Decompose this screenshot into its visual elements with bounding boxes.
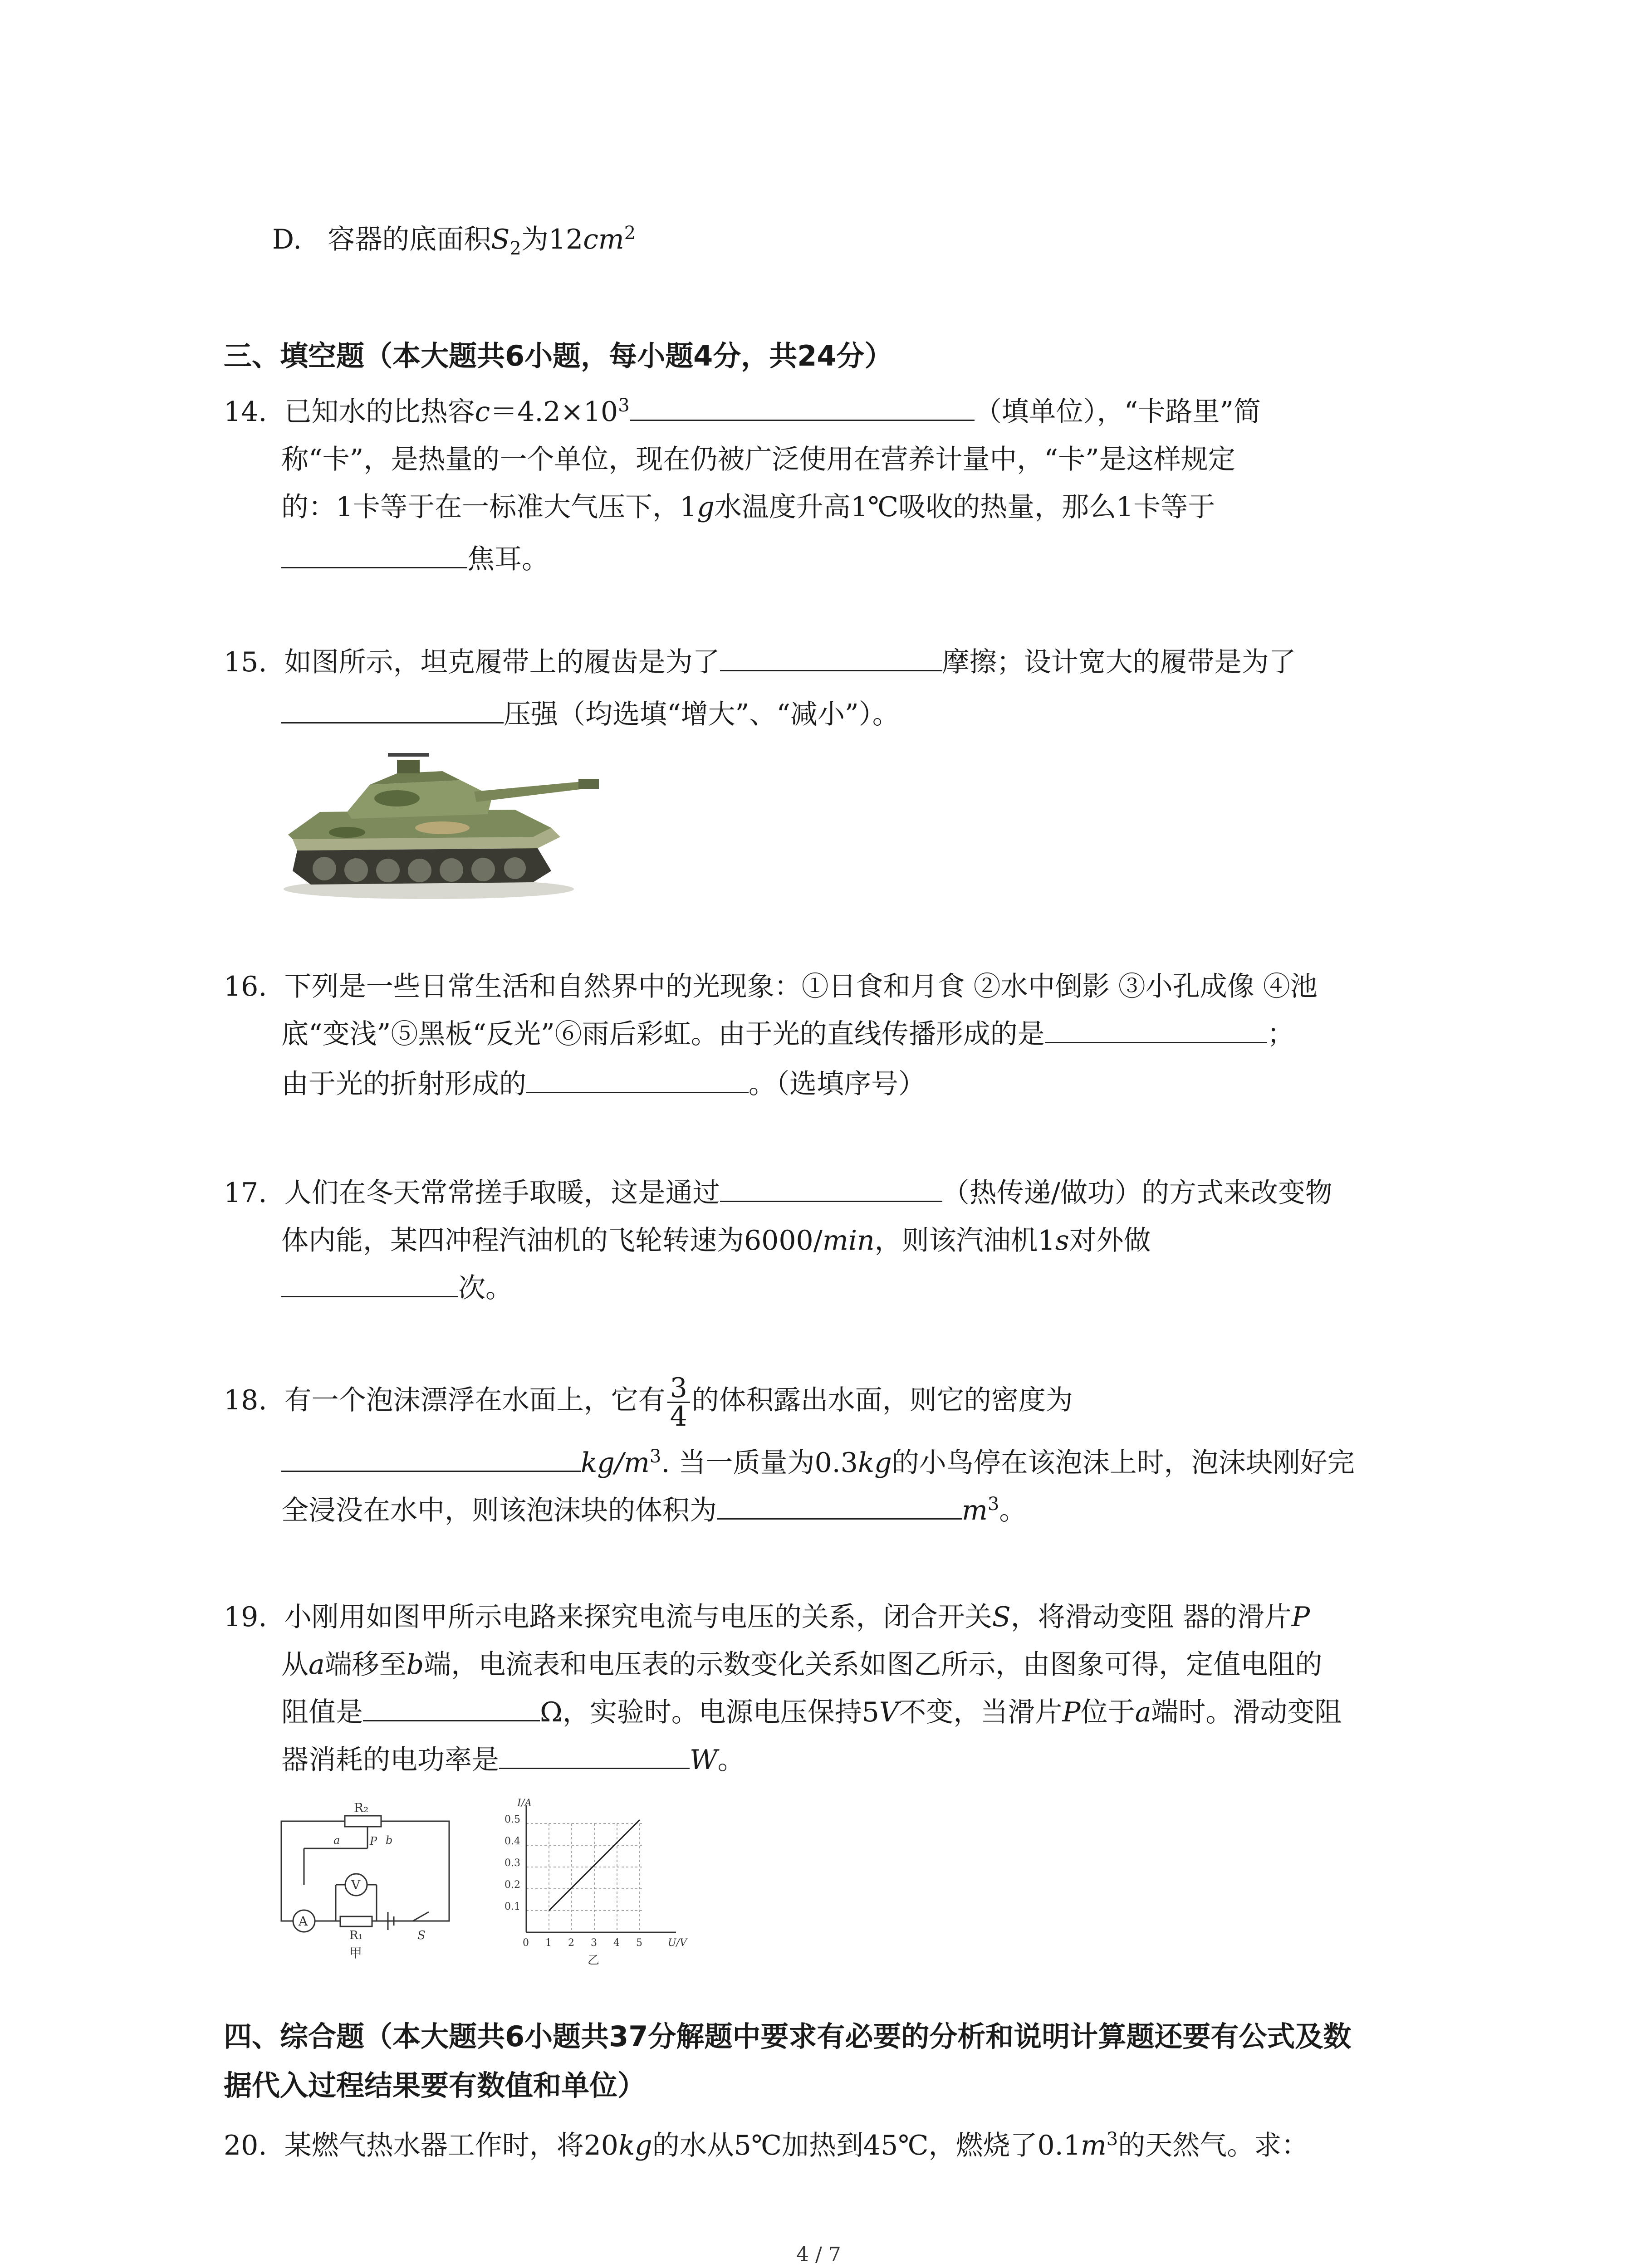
resistor-r1 xyxy=(340,1916,372,1926)
option-label: D. xyxy=(272,224,302,255)
page-number: 4 / 7 xyxy=(796,2243,841,2266)
rheostat-r2 xyxy=(345,1816,381,1827)
question-line xyxy=(281,1012,1294,1057)
fraction-three-quarters xyxy=(667,1374,690,1430)
superscript: 2 xyxy=(624,223,636,244)
terminal-a-label: a xyxy=(333,1834,340,1847)
answer-blank[interactable] xyxy=(720,643,942,671)
text: ，则该汽油机1 xyxy=(874,1225,1055,1256)
unit: s xyxy=(1055,1225,1069,1256)
switch-s-label: S xyxy=(417,1929,426,1942)
text: . 当一质量为0.3 xyxy=(661,1447,858,1479)
caption-jia: 甲 xyxy=(349,1945,362,1960)
text: 如图所示，坦克履带上的履齿是为了 xyxy=(284,646,720,678)
question-line xyxy=(281,1737,745,1783)
text: 端时。滑动变阻 xyxy=(1151,1696,1342,1728)
question-number: 17. xyxy=(224,1177,267,1209)
fraction-numerator: 3 xyxy=(667,1374,690,1403)
question-line xyxy=(281,1440,1355,1486)
text: 由于光的折射形成的 xyxy=(281,1068,526,1100)
symbol: S xyxy=(992,1601,1011,1633)
section-title-fill-in: 三、填空题（本大题共6小题，每小题4分，共24分） xyxy=(224,339,893,372)
superscript: 3 xyxy=(987,1494,999,1515)
text: 器消耗的电功率是 xyxy=(281,1744,499,1776)
answer-blank[interactable] xyxy=(630,392,975,421)
question-number: 19. xyxy=(224,1601,267,1633)
text: 压强（均选填“增大”、“减小”）。 xyxy=(504,699,900,730)
text: 水温度升高1℃吸收的热量，那么1卡等于 xyxy=(714,491,1215,523)
text: 底“变浅”⑤黑板“反光”⑥雨后彩虹。由于光的直线传播形成的是 xyxy=(281,1018,1045,1050)
unit: kg xyxy=(857,1447,892,1479)
text: 的天然气。求： xyxy=(1118,2130,1309,2161)
question-line xyxy=(281,1061,926,1107)
option-d xyxy=(272,217,636,262)
iu-graph xyxy=(499,1796,690,1969)
text: （热传递/做功）的方式来改变物 xyxy=(942,1177,1332,1209)
r2-label: R₂ xyxy=(354,1803,369,1815)
answer-blank[interactable] xyxy=(281,540,467,568)
text: 焦耳。 xyxy=(467,543,549,575)
question-line xyxy=(281,1642,1322,1687)
answer-blank[interactable] xyxy=(717,1491,962,1520)
symbol: c xyxy=(475,396,490,428)
text: 阻值是 xyxy=(281,1696,363,1728)
text: 不变，当滑片 xyxy=(899,1696,1063,1728)
y-tick-label: 0.2 xyxy=(505,1879,520,1891)
text: ＝4.2×10 xyxy=(490,396,618,428)
unit: g xyxy=(697,491,715,523)
question-line xyxy=(281,1266,513,1311)
text: 端，电流表和电压表的示数变化关系如图乙所示，由图象可得，定值电阻的 xyxy=(424,1649,1323,1681)
superscript: 3 xyxy=(649,1446,661,1467)
text: 全浸没在水中，则该泡沫块的体积为 xyxy=(281,1495,717,1526)
unit: W xyxy=(690,1744,718,1776)
symbol: P xyxy=(1291,1601,1310,1633)
symbol: S xyxy=(491,224,510,255)
y-tick-label: 0.5 xyxy=(505,1814,520,1825)
superscript: 3 xyxy=(1106,2129,1118,2150)
answer-blank[interactable] xyxy=(499,1740,690,1769)
x-tick-label: 1 xyxy=(545,1937,552,1949)
text: 对外做 xyxy=(1069,1225,1151,1256)
graph-grid xyxy=(526,1823,644,1932)
circuit-diagram xyxy=(277,1803,458,1962)
question-line xyxy=(281,537,549,582)
answer-blank[interactable] xyxy=(1045,1015,1267,1043)
question-line xyxy=(224,1374,1073,1430)
question-line xyxy=(281,1218,1151,1263)
slider-p-label: P xyxy=(370,1835,377,1848)
text: 的体积露出水面，则它的密度为 xyxy=(691,1384,1073,1417)
question-line xyxy=(224,964,1318,1009)
unit: m xyxy=(1080,2130,1107,2161)
text: 小刚用如图甲所示电路来探究电流与电压的关系，闭合开关 xyxy=(284,1601,992,1633)
text: Ω，实验时。电源电压保持5 xyxy=(540,1696,879,1728)
answer-blank[interactable] xyxy=(281,1269,458,1297)
symbol: b xyxy=(406,1649,424,1681)
question-number: 14. xyxy=(224,396,267,428)
text: 位于 xyxy=(1080,1696,1135,1728)
question-number: 18. xyxy=(224,1384,267,1417)
x-tick-label: 4 xyxy=(613,1937,620,1949)
symbol: P xyxy=(1062,1696,1081,1728)
text: 。（选填序号） xyxy=(749,1068,926,1100)
text: 次。 xyxy=(458,1272,513,1304)
question-line xyxy=(224,389,1261,435)
unit: min xyxy=(822,1225,875,1256)
text: 。 xyxy=(999,1495,1027,1526)
x-axis-label: U/V xyxy=(668,1937,687,1949)
answer-blank[interactable] xyxy=(281,695,504,723)
text: ； xyxy=(1267,1018,1294,1050)
r1-label: R₁ xyxy=(349,1929,363,1942)
question-line: 称“卡”，是热量的一个单位，现在仍被广泛使用在营养计量中，“卡”是这样规定 xyxy=(281,444,1235,475)
voltmeter-label: V xyxy=(351,1877,361,1892)
section-title-comprehensive-cont: 据代入过程结果要有数值和单位） xyxy=(224,2069,646,2102)
symbol: a xyxy=(309,1649,325,1681)
switch-s xyxy=(413,1912,429,1921)
question-line xyxy=(281,1488,1026,1533)
text: 某燃气热水器工作时，将20 xyxy=(284,2130,618,2161)
question-line xyxy=(281,1690,1342,1735)
unit: kg/m xyxy=(581,1447,650,1479)
question-number: 15. xyxy=(224,646,267,678)
question-number: 16. xyxy=(224,971,267,1002)
y-tick-label: 0.3 xyxy=(505,1857,520,1869)
x-tick-label: 2 xyxy=(568,1937,574,1949)
unit: V xyxy=(879,1696,899,1728)
text: 下列是一些日常生活和自然界中的光现象：①日食和月食 ②水中倒影 ③小孔成像 ④池 xyxy=(284,971,1318,1002)
question-line xyxy=(281,692,900,737)
answer-blank[interactable] xyxy=(720,1173,942,1202)
section-title-comprehensive: 四、综合题（本大题共6小题共37分解题中要求有必要的分析和说明计算题还要有公式及数 xyxy=(224,2020,1352,2053)
text: 的：1卡等于在一标准大气压下，1 xyxy=(281,491,697,523)
unit: cm xyxy=(583,224,624,255)
text: ，将滑动变阻 器的滑片 xyxy=(1010,1601,1292,1633)
caption-yi: 乙 xyxy=(588,1954,600,1967)
question-line xyxy=(224,1594,1310,1640)
text: 从 xyxy=(281,1649,309,1681)
question-line xyxy=(281,484,1215,530)
text: 的水从5℃加热到45℃，燃烧了0.1 xyxy=(652,2130,1081,2161)
text: 端移至 xyxy=(324,1649,407,1681)
subscript: 2 xyxy=(509,238,521,259)
x-tick-label: 3 xyxy=(591,1937,597,1949)
question-number: 20. xyxy=(224,2130,267,2161)
text: 人们在冬天常常搓手取暖，这是通过 xyxy=(284,1177,720,1209)
x-tick-label: 0 xyxy=(523,1937,529,1949)
option-text: 为12 xyxy=(521,224,583,255)
text: （填单位），“卡路里”简 xyxy=(974,396,1261,428)
y-tick-label: 0.4 xyxy=(505,1836,520,1847)
unit: m xyxy=(962,1495,988,1526)
answer-blank[interactable] xyxy=(363,1693,540,1721)
text: 。 xyxy=(717,1744,745,1776)
question-20 xyxy=(224,2123,1308,2168)
text: 已知水的比热容 xyxy=(284,396,475,428)
text: 有一个泡沫漂浮在水面上，它有 xyxy=(284,1384,666,1417)
question-line xyxy=(224,640,1296,685)
unit: kg xyxy=(618,2130,652,2161)
circuit-wire xyxy=(281,1821,449,1921)
text: 的小鸟停在该泡沫上时，泡沫块刚好完 xyxy=(892,1447,1355,1479)
superscript: 3 xyxy=(618,395,630,416)
answer-blank[interactable] xyxy=(526,1065,749,1093)
x-tick-label: 5 xyxy=(636,1937,642,1949)
question-line xyxy=(224,1170,1332,1216)
answer-blank[interactable] xyxy=(281,1443,581,1472)
y-tick-label: 0.1 xyxy=(505,1901,520,1912)
tank-image xyxy=(279,735,606,900)
text: 体内能，某四冲程汽油机的飞轮转速为6000/ xyxy=(281,1225,823,1256)
terminal-b-label: b xyxy=(386,1834,393,1847)
ammeter-label: A xyxy=(299,1914,308,1929)
y-axis-label: I/A xyxy=(517,1798,532,1809)
symbol: a xyxy=(1135,1696,1151,1728)
fraction-denominator: 4 xyxy=(670,1401,687,1432)
option-text: 容器的底面积 xyxy=(328,224,491,255)
text: 摩擦；设计宽大的履带是为了 xyxy=(942,646,1296,678)
